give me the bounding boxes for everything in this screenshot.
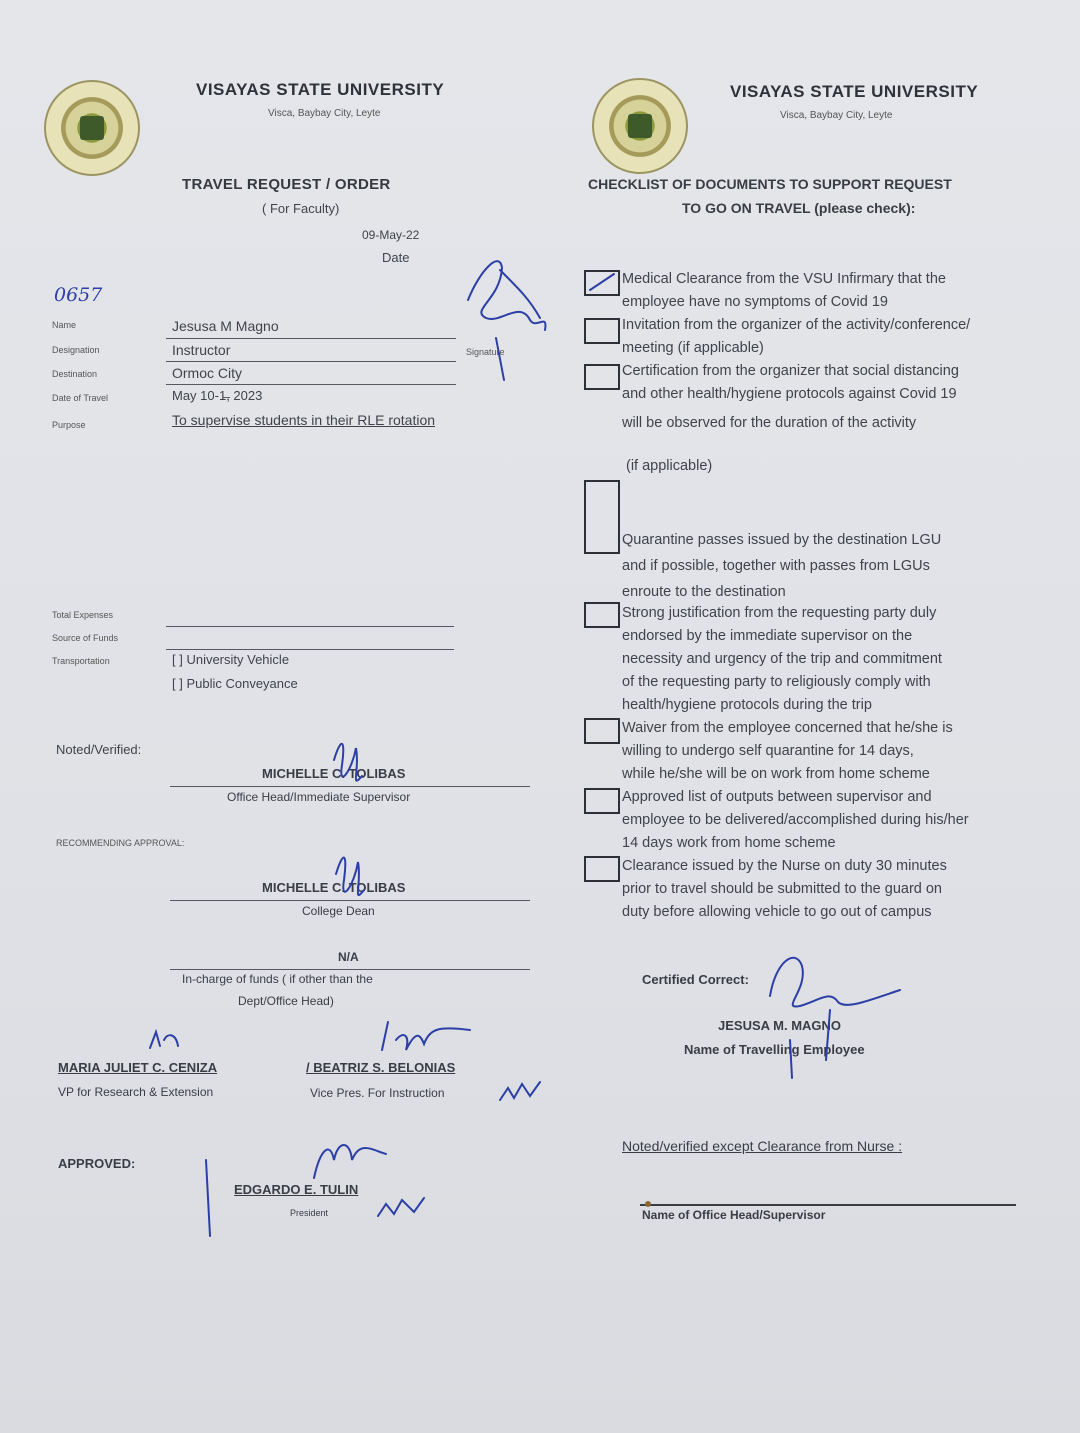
supervisor-title: Office Head/Immediate Supervisor — [227, 790, 411, 804]
checklist-item-3-note: (if applicable) — [626, 458, 713, 474]
funds-incharge-title-2: Dept/Office Head) — [238, 994, 334, 1008]
vp-research-name: MARIA JULIET C. CENIZA — [58, 1060, 218, 1075]
transportation-label: Transportation — [52, 656, 110, 666]
certified-correct-label: Certified Correct: — [642, 972, 749, 987]
vp-research-title: VP for Research & Extension — [58, 1085, 214, 1099]
checklist-title-2: TO GO ON TRAVEL (please check): — [682, 200, 916, 216]
checklist-item-1: Medical Clearance from the VSU Infirmary that the employee have no symptoms of Covid 19 — [622, 271, 946, 310]
university-address-right: Visca, Baybay City, Leyte — [780, 110, 893, 121]
destination-value: Ormoc City — [172, 365, 242, 381]
university-address-left: Visca, Baybay City, Leyte — [268, 108, 381, 119]
dean-name: MICHELLE C. TOLIBAS — [262, 880, 406, 895]
checklist-item-5: Strong justification from the requesting party duly endorsed by the immediate supervisor on the necessity and urgency of the trip and commitment of the requesting party to religiously comply with health/hygiene protocols during the trip — [622, 605, 942, 713]
designation-label: Designation — [52, 345, 100, 355]
checklist-item-3-extra: will be observed for the duration of the activity — [622, 415, 917, 431]
option-public-conveyance: [ ] Public Conveyance — [172, 676, 298, 691]
checklist-title-1: CHECKLIST OF DOCUMENTS TO SUPPORT REQUEST — [588, 176, 952, 192]
employee-name: JESUSA M. MAGNO — [718, 1018, 842, 1033]
source-of-funds-label: Source of Funds — [52, 633, 119, 643]
office-head-label: Name of Office Head/Supervisor — [642, 1208, 826, 1222]
name-label: Name — [52, 320, 77, 330]
handwritten-control-number: 0657 — [54, 284, 103, 306]
total-expenses-label: Total Expenses — [52, 610, 114, 620]
approved-label: APPROVED: — [58, 1156, 136, 1171]
vp-instruction-name: / BEATRIZ S. BELONIAS — [306, 1060, 456, 1075]
supervisor-name: MICHELLE C. TOLIBAS — [262, 766, 406, 781]
date-of-travel-label: Date of Travel — [52, 393, 109, 403]
university-name-right: VISAYAS STATE UNIVERSITY — [730, 82, 979, 101]
president-title: President — [290, 1208, 329, 1218]
purpose-label: Purpose — [52, 420, 86, 430]
purpose-value: To supervise students in their RLE rotation — [172, 412, 436, 428]
checklist-item-6: Waiver from the employee concerned that he/she is willing to undergo self quarantine for 14 days, while he/she will be on work from home scheme — [622, 720, 953, 782]
noted-except-label: Noted/verified except Clearance from Nurse : — [622, 1138, 903, 1154]
request-date: 09-May-22 — [362, 228, 420, 242]
date-of-travel-value: May 10-1̶, 2023 — [172, 388, 263, 403]
checklist-item-3: Certification from the organizer that social distancing and other health/hygiene protocols against Covid 19 — [622, 363, 959, 402]
option-university-vehicle: [ ] University Vehicle — [172, 652, 290, 667]
checklist-item-7: Approved list of outputs between supervisor and employee to be delivered/accomplished during his/her 14 days work from home scheme — [622, 789, 969, 851]
checklist-item-8: Clearance issued by the Nurse on duty 30 minutes prior to travel should be submitted to the guard on duty before allowing vehicle to go out of campus — [622, 858, 947, 920]
form-subtitle: ( For Faculty) — [262, 201, 340, 216]
designation-value: Instructor — [172, 342, 231, 358]
university-name-left: VISAYAS STATE UNIVERSITY — [196, 80, 445, 99]
name-value: Jesusa M Magno — [172, 318, 279, 334]
checklist-item-4: Quarantine passes issued by the destination LGU and if possible, together with passes from LGUs enroute to the destination — [622, 532, 942, 600]
funds-incharge-title-1: In-charge of funds ( if other than the — [182, 972, 373, 986]
funds-incharge-name: N/A — [338, 950, 359, 964]
noted-verified-label: Noted/Verified: — [56, 742, 142, 757]
president-name: EDGARDO E. TULIN — [234, 1182, 359, 1197]
checklist-item-2: Invitation from the organizer of the activity/conference/ meeting (if applicable) — [622, 317, 971, 356]
date-label: Date — [382, 250, 410, 265]
recommending-approval-label: RECOMMENDING APPROVAL: — [56, 838, 185, 848]
destination-label: Destination — [52, 369, 98, 379]
vp-instruction-title: Vice Pres. For Instruction — [310, 1086, 445, 1100]
dean-title: College Dean — [302, 904, 375, 918]
form-title: TRAVEL REQUEST / ORDER — [182, 176, 391, 193]
signature-label: Signature — [466, 347, 505, 357]
employee-title: Name of Travelling Employee — [684, 1042, 865, 1057]
